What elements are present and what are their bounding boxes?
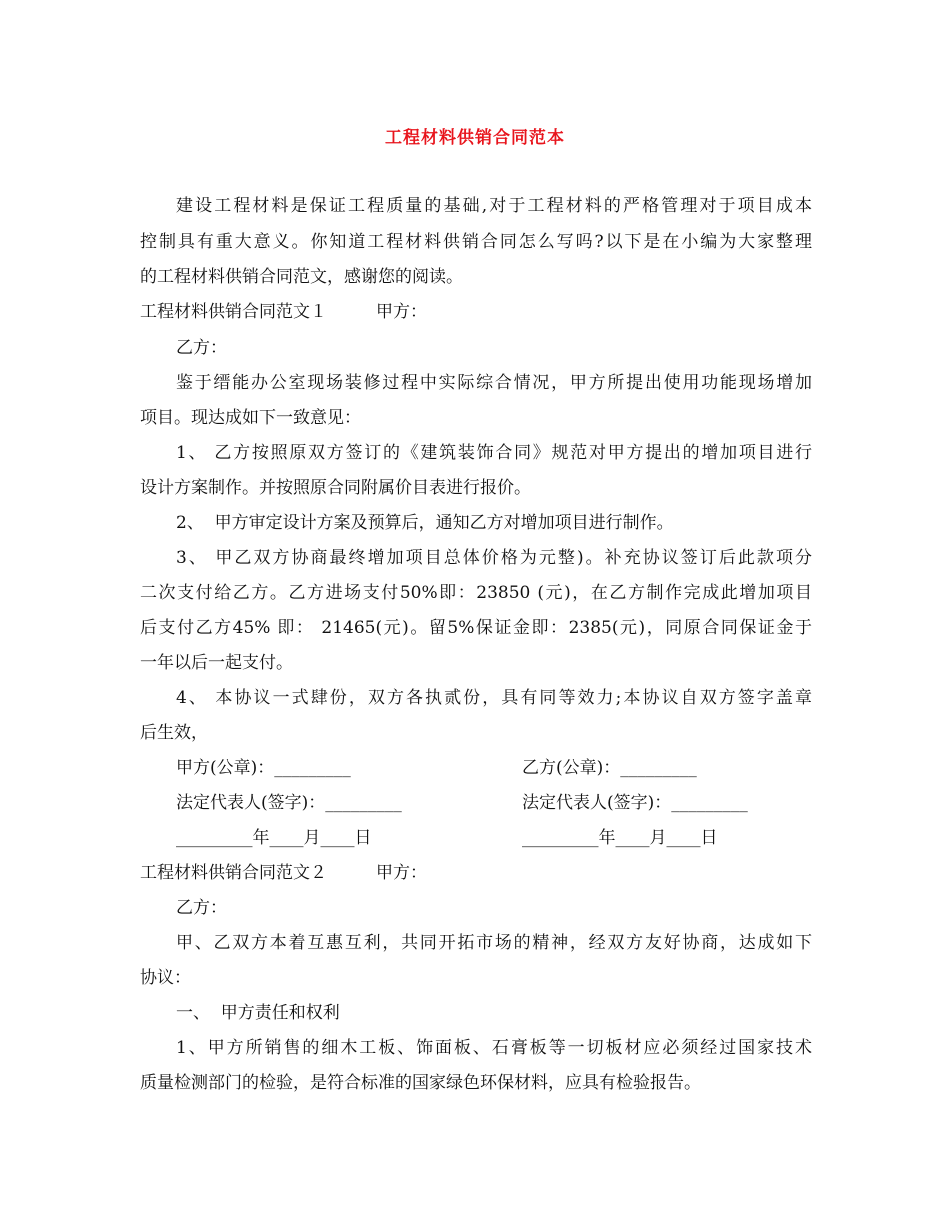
sample1-item3-line-2: 二次支付给乙方。乙方进场支付50%即：23850 (元)，在乙方制作完成此增加项目 [140,583,812,603]
document-title: 工程材料供销合同范本 [385,128,565,148]
seal-a-field: 甲方(公章)：_________ [176,758,351,778]
sample1-item4-line-2: 后生效， [140,723,208,743]
sample1-item2: 2、 甲方审定设计方案及预算后，通知乙方对增加项目进行制作。 [176,513,674,533]
seal-b-field: 乙方(公章)：_________ [522,758,697,778]
sample1-item3-line-1: 3、 甲乙双方协商最终增加项目总体价格为元整)。补充协议签订后此款项分 [176,548,812,568]
sample2-clause1-line-1: 1、甲方所销售的细木工板、饰面板、石膏板等一切板材应必须经过国家技术 [176,1038,812,1058]
sample1-item1-line-2: 设计方案制作。并按照原合同附属价目表进行报价。 [140,478,531,498]
sample2-heading: 工程材料供销合同范文２ [140,863,327,883]
sample1-item1-line-1: 1、 乙方按照原双方签订的《建筑装饰合同》规范对甲方提出的增加项目进行 [176,443,812,463]
sample2-para-line-2: 协议： [140,968,191,988]
sample1-item3-line-4: 一年以后一起支付。 [140,653,293,673]
intro-line-1: 建设工程材料是保证工程质量的基础,对于工程材料的严格管理对于项目成本 [176,196,812,216]
sample1-party-b: 乙方： [176,338,227,358]
intro-line-2: 控制具有重大意义。你知道工程材料供销合同怎么写吗?以下是在小编为大家整理 [140,232,812,252]
sample1-heading: 工程材料供销合同范文１ [140,302,327,322]
sample2-para-line-1: 甲、乙双方本着互惠互利，共同开拓市场的精神，经双方友好协商，达成如下 [176,933,812,953]
sample2-party-b: 乙方： [176,898,227,918]
sample1-para-line-1: 鉴于缙能办公室现场装修过程中实际综合情况，甲方所提出使用功能现场增加 [176,373,812,393]
sample1-para-line-2: 项目。现达成如下一致意见： [140,408,361,428]
sample1-item4-line-1: 4、 本协议一式肆份，双方各执贰份，具有同等效力;本协议自双方签字盖章 [176,688,812,708]
sample1-party-a: 甲方： [376,302,427,322]
intro-line-3: 的工程材料供销合同范文，感谢您的阅读。 [140,267,463,287]
date-a-field: _________年____月____日 [176,828,372,848]
sample2-clause1-line-2: 质量检测部门的检验，是符合标准的国家绿色环保材料，应具有检验报告。 [140,1073,701,1093]
sample2-section1-heading: 一、 甲方责任和权利 [176,1003,340,1023]
rep-b-field: 法定代表人(签字)：_________ [522,793,748,813]
rep-a-field: 法定代表人(签字)：_________ [176,793,402,813]
date-b-field: _________年____月____日 [522,828,718,848]
sample1-item3-line-3: 后支付乙方45% 即： 21465(元)。留5%保证金即：2385(元)，同原合同保证金于 [140,618,812,638]
sample2-party-a: 甲方： [376,863,427,883]
